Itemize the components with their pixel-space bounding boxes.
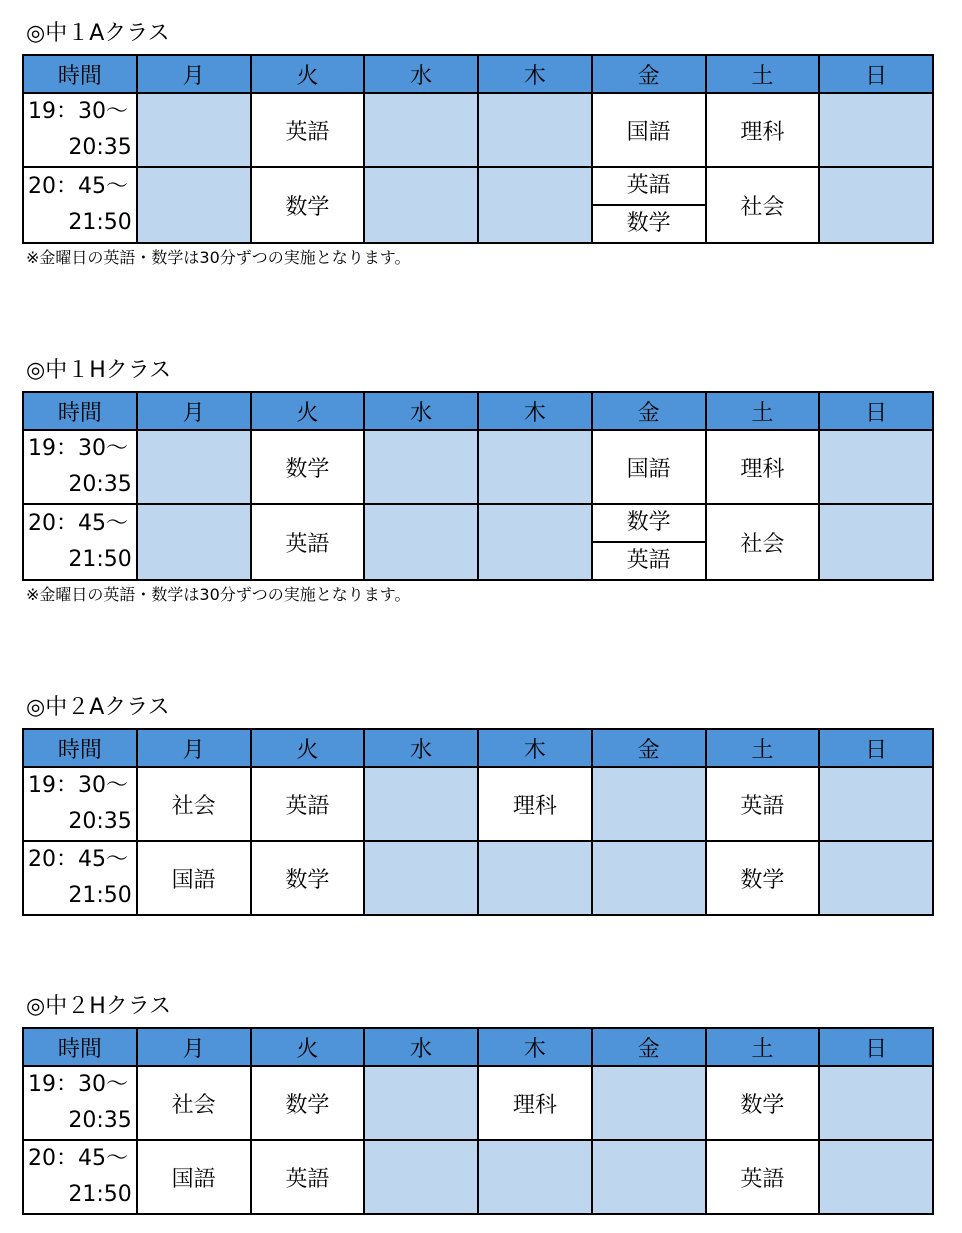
cell-sat: 社会	[706, 167, 820, 243]
col-header-tue: 火	[251, 392, 365, 430]
schedule-table	[22, 1027, 934, 1215]
col-header-mon: 月	[137, 392, 251, 430]
col-header-sun: 日	[819, 55, 933, 93]
time-end: 21:50	[68, 547, 132, 572]
time-end: 20:35	[68, 135, 132, 160]
col-header-wed: 水	[364, 1028, 478, 1066]
time-start: 20：45～	[28, 511, 128, 536]
cell-tue: 数学	[251, 430, 365, 504]
cell-mon	[137, 167, 251, 243]
cell-thu	[478, 504, 592, 580]
cell-fri	[592, 1066, 706, 1140]
col-header-thu: 木	[478, 55, 592, 93]
cell-wed	[364, 1140, 478, 1214]
footnote: ※金曜日の英語・数学は30分ずつの実施となります。	[26, 585, 411, 604]
time-start: 20：45～	[28, 1146, 128, 1171]
cell-mon	[137, 93, 251, 167]
cell-wed	[364, 504, 478, 580]
time-end: 21:50	[68, 210, 132, 235]
cell-sun	[819, 841, 933, 915]
schedule-table	[22, 391, 934, 581]
time-start: 19：30～	[28, 99, 128, 124]
time-cell	[23, 767, 137, 841]
table-row	[23, 93, 933, 167]
time-start: 19：30～	[28, 436, 128, 461]
col-header-mon: 月	[137, 55, 251, 93]
cell-tue: 数学	[251, 1066, 365, 1140]
col-header-tue: 火	[251, 1028, 365, 1066]
table-row	[23, 504, 933, 580]
cell-wed	[364, 841, 478, 915]
col-header-mon: 月	[137, 1028, 251, 1066]
cell-fri-split	[592, 504, 706, 580]
cell-thu	[478, 93, 592, 167]
time-start: 20：45～	[28, 174, 128, 199]
cell-fri	[592, 841, 706, 915]
cell-wed	[364, 767, 478, 841]
time-end: 20:35	[68, 472, 132, 497]
split-bottom: 数学	[626, 211, 671, 236]
schedule-table	[22, 54, 934, 244]
cell-thu	[478, 841, 592, 915]
cell-thu	[478, 1140, 592, 1214]
time-cell	[23, 1140, 137, 1214]
section-title: ◎中１Aクラス	[26, 21, 170, 46]
split-top: 英語	[593, 168, 705, 206]
cell-sun	[819, 167, 933, 243]
col-header-tue: 火	[251, 55, 365, 93]
col-header-mon: 月	[137, 729, 251, 767]
section-title: ◎中２Aクラス	[26, 695, 170, 720]
cell-mon: 国語	[137, 1140, 251, 1214]
footnote: ※金曜日の英語・数学は30分ずつの実施となります。	[26, 248, 411, 267]
time-cell	[23, 93, 137, 167]
cell-tue: 数学	[251, 167, 365, 243]
col-header-sun: 日	[819, 392, 933, 430]
section-title: ◎中２Hクラス	[26, 994, 172, 1019]
time-cell	[23, 841, 137, 915]
col-header-wed: 水	[364, 55, 478, 93]
col-header-sat: 土	[706, 55, 820, 93]
cell-sun	[819, 1140, 933, 1214]
time-end: 20:35	[68, 1108, 132, 1133]
col-header-thu: 木	[478, 392, 592, 430]
cell-thu: 理科	[478, 767, 592, 841]
cell-sat: 社会	[706, 504, 820, 580]
cell-tue: 英語	[251, 93, 365, 167]
cell-sat: 理科	[706, 93, 820, 167]
time-end: 21:50	[68, 1182, 132, 1207]
cell-sun	[819, 93, 933, 167]
cell-mon: 社会	[137, 767, 251, 841]
time-cell	[23, 167, 137, 243]
col-header-sat: 土	[706, 729, 820, 767]
section-title: ◎中１Hクラス	[26, 358, 172, 383]
cell-fri	[592, 1140, 706, 1214]
cell-fri	[592, 767, 706, 841]
table-row	[23, 430, 933, 504]
cell-wed	[364, 430, 478, 504]
table-row	[23, 767, 933, 841]
col-header-tue: 火	[251, 729, 365, 767]
time-start: 20：45～	[28, 847, 128, 872]
cell-sun	[819, 1066, 933, 1140]
cell-mon: 国語	[137, 841, 251, 915]
col-header-thu: 木	[478, 729, 592, 767]
split-bottom: 英語	[626, 548, 671, 573]
cell-mon: 社会	[137, 1066, 251, 1140]
cell-sat: 英語	[706, 1140, 820, 1214]
cell-wed	[364, 93, 478, 167]
cell-tue: 数学	[251, 841, 365, 915]
cell-sat: 数学	[706, 841, 820, 915]
cell-mon	[137, 504, 251, 580]
cell-fri-split	[592, 167, 706, 243]
cell-mon	[137, 430, 251, 504]
col-header-sat: 土	[706, 1028, 820, 1066]
col-header-time: 時間	[23, 55, 137, 93]
cell-thu	[478, 430, 592, 504]
cell-thu: 理科	[478, 1066, 592, 1140]
time-cell	[23, 430, 137, 504]
cell-sat: 英語	[706, 767, 820, 841]
time-end: 21:50	[68, 883, 132, 908]
time-cell	[23, 1066, 137, 1140]
cell-wed	[364, 167, 478, 243]
cell-sat: 理科	[706, 430, 820, 504]
col-header-fri: 金	[592, 729, 706, 767]
cell-sun	[819, 767, 933, 841]
col-header-sat: 土	[706, 392, 820, 430]
table-row	[23, 167, 933, 243]
cell-fri: 国語	[592, 93, 706, 167]
cell-sat: 数学	[706, 1066, 820, 1140]
col-header-fri: 金	[592, 392, 706, 430]
cell-sun	[819, 430, 933, 504]
col-header-sun: 日	[819, 1028, 933, 1066]
col-header-fri: 金	[592, 1028, 706, 1066]
cell-wed	[364, 1066, 478, 1140]
split-top: 数学	[593, 505, 705, 543]
cell-thu	[478, 167, 592, 243]
cell-fri: 国語	[592, 430, 706, 504]
cell-sun	[819, 504, 933, 580]
col-header-sun: 日	[819, 729, 933, 767]
col-header-wed: 水	[364, 729, 478, 767]
col-header-time: 時間	[23, 392, 137, 430]
schedule-table	[22, 728, 934, 916]
table-row	[23, 841, 933, 915]
time-start: 19：30～	[28, 1072, 128, 1097]
col-header-time: 時間	[23, 729, 137, 767]
col-header-time: 時間	[23, 1028, 137, 1066]
col-header-wed: 水	[364, 392, 478, 430]
cell-tue: 英語	[251, 767, 365, 841]
table-row	[23, 1066, 933, 1140]
cell-tue: 英語	[251, 504, 365, 580]
time-end: 20:35	[68, 809, 132, 834]
cell-tue: 英語	[251, 1140, 365, 1214]
time-start: 19：30～	[28, 773, 128, 798]
col-header-thu: 木	[478, 1028, 592, 1066]
time-cell	[23, 504, 137, 580]
col-header-fri: 金	[592, 55, 706, 93]
table-row	[23, 1140, 933, 1214]
